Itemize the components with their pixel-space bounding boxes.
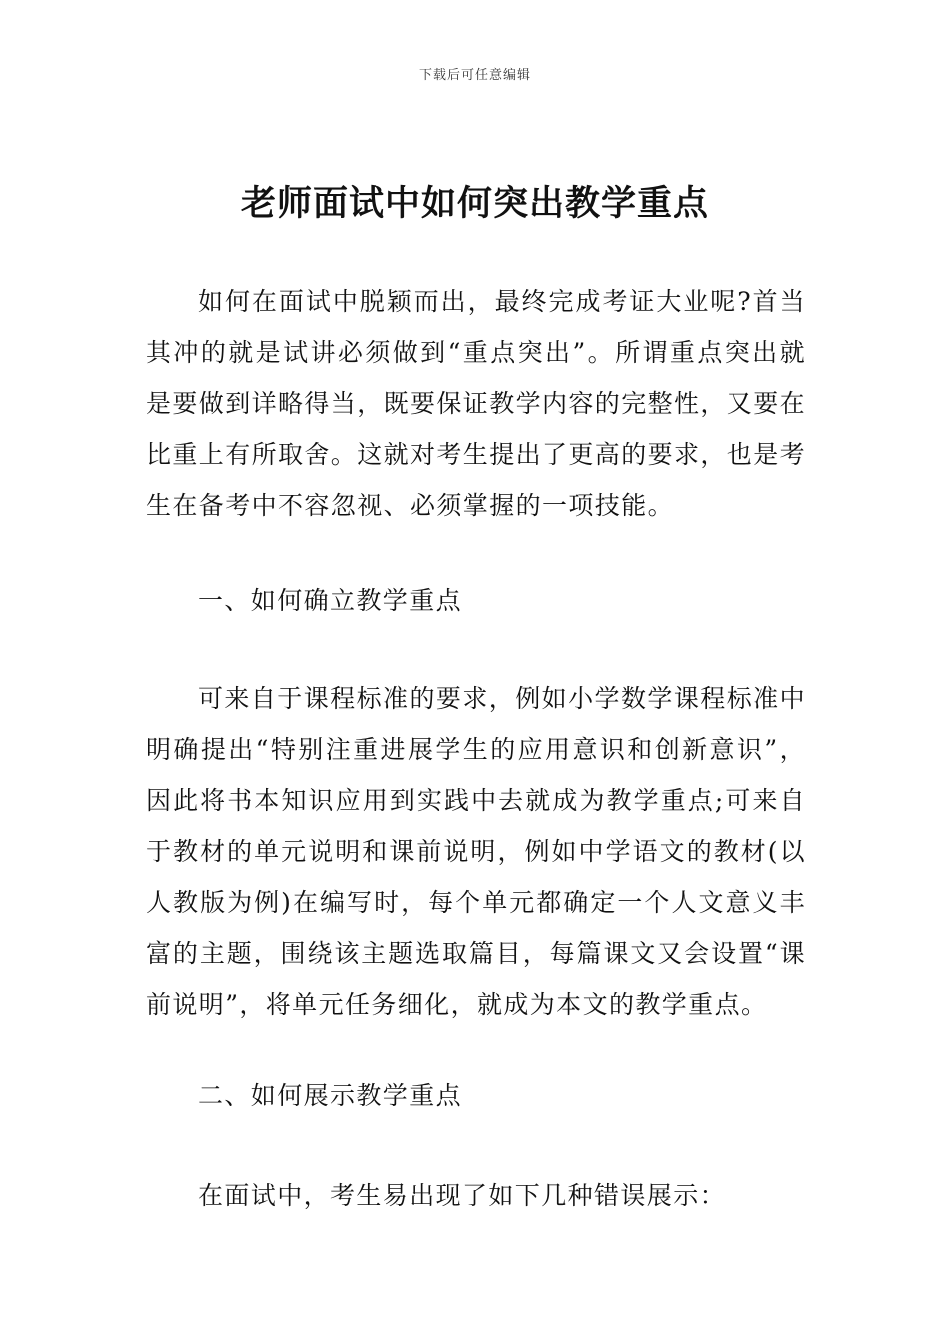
- page-title: 老师面试中如何突出教学重点: [240, 184, 709, 224]
- header-note: 下载后可任意编辑: [418, 68, 531, 83]
- intro-paragraph: 如何在面试中脱颖而出，最终完成考证大业呢?首当其冲的就是试讲必须做到“重点突出”。所谓重点突出就是要做到详略得当，既要保证教学内容的完整性，又要在比重上有所取舍。这就对考生提出了更高的要求，也是考生在备考中不容忽视、必须掌握的一项技能。: [146, 287, 807, 520]
- section-heading-2: 二、如何展示教学重点: [198, 1081, 463, 1110]
- section1-paragraph: 可来自于课程标准的要求，例如小学数学课程标准中明确提出“特别注重进展学生的应用意识和创新意识”，因此将书本知识应用到实践中去就成为教学重点;可来自于教材的单元说明和课前说明，例如中学语文的教材(以人教版为例)在编写时，每个单元都确定一个人文意义丰富的主题，围绕该主题选取篇目，每篇课文又会设置“课前说明”，将单元任务细化，就成为本文的教学重点。: [146, 684, 806, 1019]
- section2-paragraph: 在面试中，考生易出现了如下几种错误展示：: [198, 1181, 727, 1210]
- section-heading-1: 一、如何确立教学重点: [198, 586, 463, 615]
